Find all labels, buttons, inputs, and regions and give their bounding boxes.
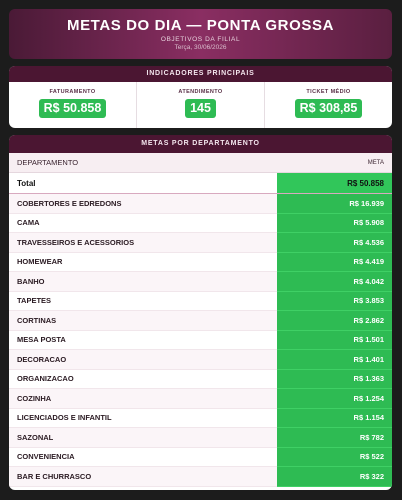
- kpi-average-ticket: [265, 82, 392, 128]
- table-row: [9, 369, 392, 389]
- kpi-label: FATURAMENTO: [49, 89, 96, 95]
- department-goal: R$ 1.401: [277, 350, 392, 370]
- page-title: METAS DO DIA — PONTA GROSSA: [66, 17, 335, 34]
- table-row: [9, 330, 392, 350]
- department-goal: R$ 322: [277, 467, 392, 487]
- total-label: Total: [9, 173, 277, 194]
- table-header-row: [9, 153, 392, 173]
- department-goal: R$ 5.908: [277, 213, 392, 233]
- department-goal: R$ 16.939: [277, 194, 392, 214]
- goals-heading: METAS POR DEPARTAMENTO: [9, 135, 392, 153]
- page-date: Terça, 30/06/2026: [174, 44, 227, 51]
- table-row: [9, 233, 392, 253]
- kpi-value: 145: [185, 99, 216, 118]
- total-row: [9, 173, 392, 194]
- table-row: [9, 194, 392, 214]
- table-row: [9, 467, 392, 487]
- goals-panel: [9, 135, 392, 490]
- department-name: BAR E CHURRASCO: [9, 467, 277, 487]
- department-name: COZINHA: [9, 389, 277, 409]
- page-subtitle: OBJETIVOS DA FILIAL: [160, 36, 241, 43]
- department-goal: R$ 2.862: [277, 311, 392, 331]
- table-row: [9, 447, 392, 467]
- total-value: R$ 50.858: [277, 173, 392, 194]
- department-goal: R$ 1.363: [277, 369, 392, 389]
- department-goal: R$ 3.853: [277, 291, 392, 311]
- kpi-label: ATENDIMENTO: [178, 89, 223, 95]
- table-row: [9, 272, 392, 292]
- department-goal: R$ 522: [277, 447, 392, 467]
- table-row: [9, 408, 392, 428]
- table-row: [9, 311, 392, 331]
- department-goal: R$ 4.536: [277, 233, 392, 253]
- department-name: SAZONAL: [9, 428, 277, 448]
- kpi-revenue: [9, 82, 137, 128]
- department-name: CAMA: [9, 213, 277, 233]
- column-header-department: DEPARTAMENTO: [9, 153, 277, 173]
- table-row: [9, 252, 392, 272]
- goals-table: [9, 153, 392, 487]
- department-goal: R$ 1.501: [277, 330, 392, 350]
- department-goal: R$ 4.042: [277, 272, 392, 292]
- table-row: [9, 389, 392, 409]
- department-goal: R$ 4.419: [277, 252, 392, 272]
- department-name: TAPETES: [9, 291, 277, 311]
- department-name: ORGANIZACAO: [9, 369, 277, 389]
- department-name: CONVENIENCIA: [9, 447, 277, 467]
- kpi-label: TICKET MÉDIO: [306, 89, 351, 95]
- department-name: TRAVESSEIROS E ACESSORIOS: [9, 233, 277, 253]
- department-goal: R$ 782: [277, 428, 392, 448]
- indicators-heading: INDICADORES PRINCIPAIS: [9, 66, 392, 82]
- department-name: LICENCIADOS E INFANTIL: [9, 408, 277, 428]
- kpi-value: R$ 308,85: [295, 99, 363, 118]
- department-name: COBERTORES E EDREDONS: [9, 194, 277, 214]
- department-name: HOMEWEAR: [9, 252, 277, 272]
- kpi-value: R$ 50.858: [39, 99, 107, 118]
- department-name: BANHO: [9, 272, 277, 292]
- department-goal: R$ 1.254: [277, 389, 392, 409]
- table-row: [9, 291, 392, 311]
- table-row: [9, 350, 392, 370]
- kpi-service: [137, 82, 265, 128]
- page-header: [9, 9, 392, 59]
- department-name: DECORACAO: [9, 350, 277, 370]
- indicators-panel: [9, 66, 392, 128]
- column-header-goal: META: [277, 153, 392, 173]
- table-row: [9, 213, 392, 233]
- table-row: [9, 428, 392, 448]
- department-goal: R$ 1.154: [277, 408, 392, 428]
- department-name: CORTINAS: [9, 311, 277, 331]
- department-name: MESA POSTA: [9, 330, 277, 350]
